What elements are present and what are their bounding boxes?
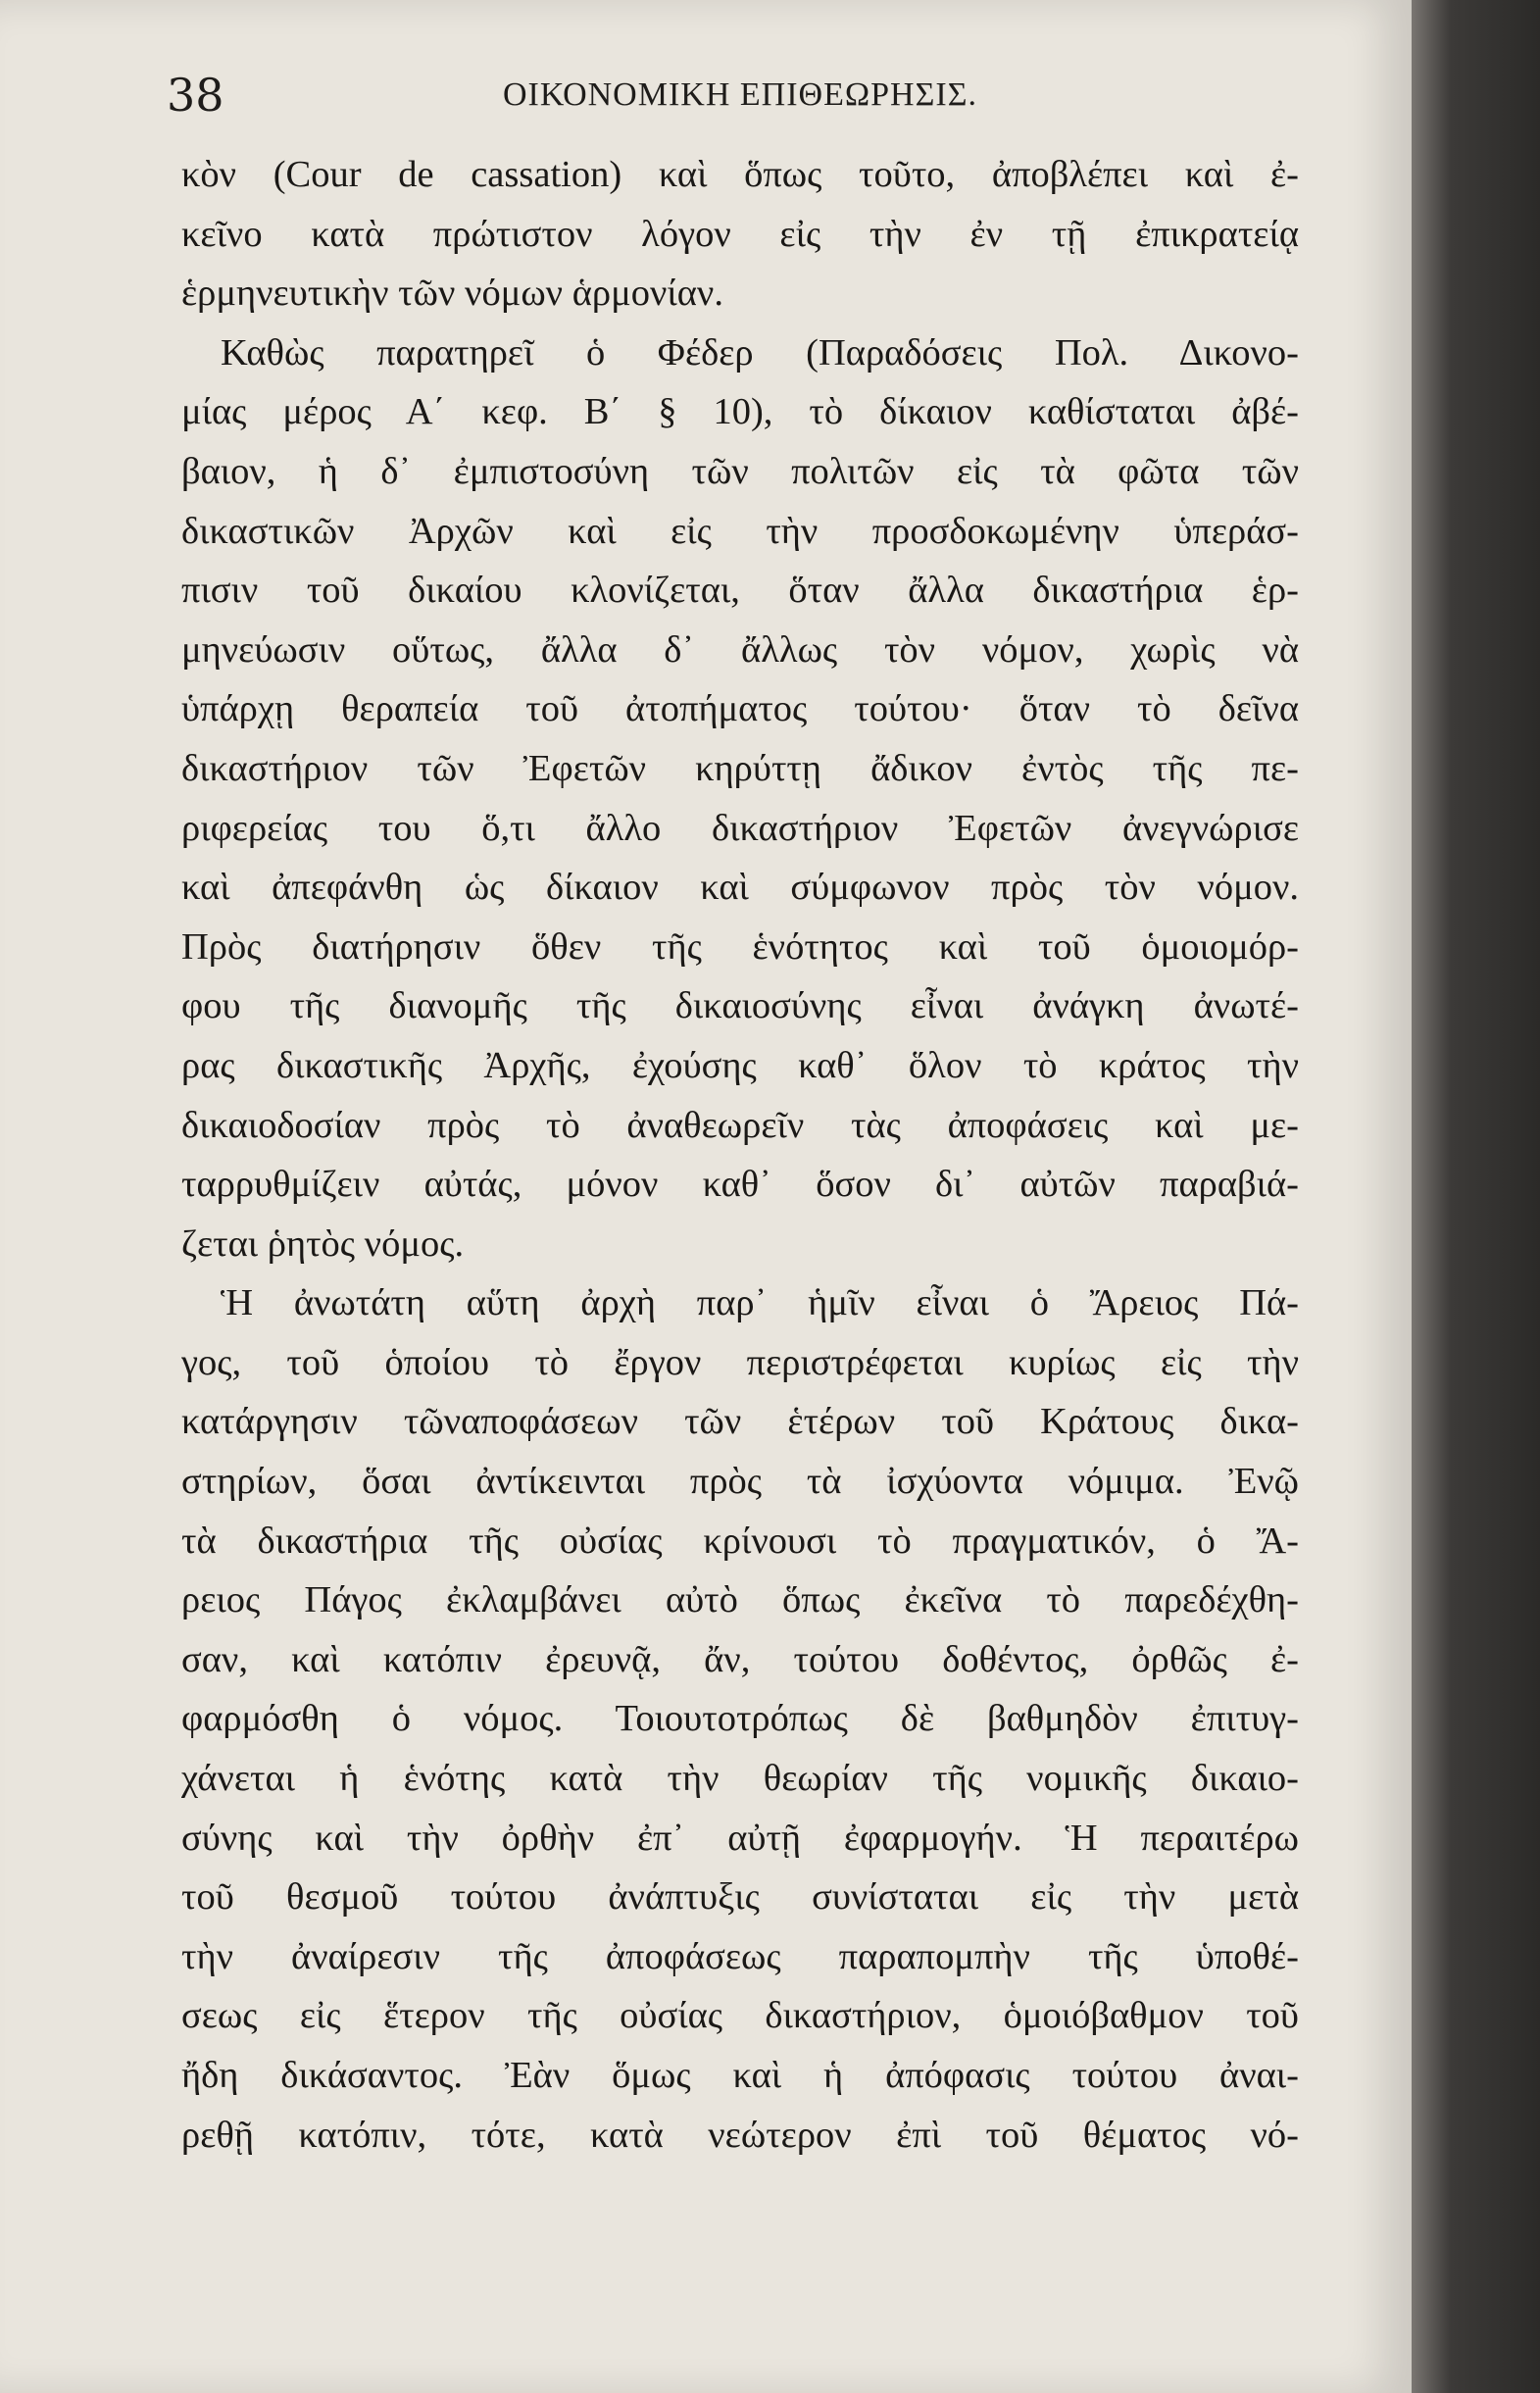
text-line: ἤδη δικάσαντος. Ἐὰν ὅμως καὶ ἡ ἀπόφασις τούτου ἀναι- bbox=[181, 2055, 1299, 2096]
text-line: Ἡ ἀνωτάτη αὕτη ἀρχὴ παρ᾽ ἡμῖν εἶναι ὁ Ἄρειος Πά- bbox=[221, 1282, 1299, 1324]
text-line: Πρὸς διατήρησιν ὅθεν τῆς ἑνότητος καὶ τοῦ ὁμοιομόρ- bbox=[181, 925, 1299, 968]
text-line: δικαιοδοσίαν πρὸς τὸ ἀναθεωρεῖν τὰς ἀποφάσεις καὶ με- bbox=[181, 1104, 1299, 1146]
text-line: τὴν ἀναίρεσιν τῆς ἀποφάσεως παραπομπὴν τῆς ὑποθέ- bbox=[181, 1935, 1299, 1977]
text-line: μίας μέρος Α΄ κεφ. Β΄ § 10), τὸ δίκαιον καθίσταται ἀβέ- bbox=[181, 391, 1299, 433]
body-text bbox=[181, 145, 1299, 2165]
text-line: δικαστικῶν Ἀρχῶν καὶ εἰς τὴν προσδοκωμένην ὑπεράσ- bbox=[181, 510, 1299, 552]
text-line: ζεται ῥητὸς νόμος. bbox=[181, 1222, 465, 1265]
page-edge-shadow bbox=[1412, 0, 1540, 2393]
page-header bbox=[167, 69, 1314, 127]
text-line: φου τῆς διανομῆς τῆς δικαιοσύνης εἶναι ἀνάγκη ἀνωτέ- bbox=[181, 985, 1299, 1027]
text-line: κεῖνο κατὰ πρώτιστον λόγον εἰς τὴν ἐν τῇ ἐπικρατείᾳ bbox=[181, 213, 1299, 255]
text-line: κὸν (Cour de cassation) καὶ ὅπως τοῦτο, ἀποβλέπει καὶ ἐ- bbox=[181, 154, 1299, 195]
running-head: ΟΙΚΟΝΟΜΙΚΗ ΕΠΙΘΕΩΡΗΣΙΣ. bbox=[502, 76, 977, 113]
text-line: δικαστήριον τῶν Ἐφετῶν κηρύττῃ ἄδικον ἐντὸς τῆς πε- bbox=[181, 747, 1299, 789]
text-line: σύνης καὶ τὴν ὀρθὴν ἐπ᾽ αὐτῇ ἐφαρμογήν. Ἡ περαιτέρω bbox=[181, 1817, 1299, 1859]
text-line: ρας δικαστικῆς Ἀρχῆς, ἐχούσης καθ᾽ ὅλον τὸ κράτος τὴν bbox=[181, 1044, 1299, 1086]
text-line: σεως εἰς ἕτερον τῆς οὐσίας δικαστήριον, ὁμοιόβαθμον τοῦ bbox=[181, 1995, 1299, 2037]
text-line: Καθὼς παρατηρεῖ ὁ Φέδερ (Παραδόσεις Πολ. Δικονο- bbox=[221, 331, 1299, 374]
text-line: χάνεται ἡ ἑνότης κατὰ τὴν θεωρίαν τῆς νομικῆς δικαιο- bbox=[181, 1758, 1299, 1800]
page-number: 38 bbox=[167, 69, 224, 122]
text-line: ἑρμηνευτικὴν τῶν νόμων ἁρμονίαν. bbox=[181, 273, 723, 315]
text-line: στηρίων, ὅσαι ἀντίκεινται πρὸς τὰ ἰσχύοντα νόμιμα. Ἐνῷ bbox=[181, 1461, 1299, 1503]
text-line: ταρρυθμίζειν αὐτάς, μόνον καθ᾽ ὅσον δι᾽ αὐτῶν παραβιά- bbox=[181, 1164, 1299, 1206]
text-line: τοῦ θεσμοῦ τούτου ἀνάπτυξις συνίσταται εἰς τὴν μετὰ bbox=[181, 1876, 1299, 1919]
text-line: φαρμόσθη ὁ νόμος. Τοιουτοτρόπως δὲ βαθμηδὸν ἐπιτυγ- bbox=[181, 1698, 1299, 1740]
text-line: σαν, καὶ κατόπιν ἐρευνᾷ, ἄν, τούτου δοθέντος, ὀρθῶς ἐ- bbox=[181, 1638, 1299, 1680]
text-line: ριφερείας του ὅ,τι ἄλλο δικαστήριον Ἐφετῶν ἀνεγνώρισε bbox=[181, 807, 1299, 849]
text-line: μηνεύωσιν οὕτως, ἄλλα δ᾽ ἄλλως τὸν νόμον, χωρὶς νὰ bbox=[181, 628, 1299, 671]
text-line: βαιον, ἡ δ᾽ ἐμπιστοσύνη τῶν πολιτῶν εἰς τὰ φῶτα τῶν bbox=[181, 450, 1299, 492]
text-line: πισιν τοῦ δικαίου κλονίζεται, ὅταν ἄλλα δικαστήρια ἑρ- bbox=[181, 570, 1299, 612]
text-line: τὰ δικαστήρια τῆς οὐσίας κρίνουσι τὸ πραγματικόν, ὁ Ἄ- bbox=[181, 1520, 1299, 1562]
text-line: ρεθῇ κατόπιν, τότε, κατὰ νεώτερον ἐπὶ τοῦ θέματος νό- bbox=[181, 2114, 1299, 2156]
text-line: ρειος Πάγος ἐκλαμβάνει αὐτὸ ὅπως ἐκεῖνα τὸ παρεδέχθη- bbox=[181, 1579, 1299, 1621]
text-line: κατάργησιν τῶναποφάσεων τῶν ἑτέρων τοῦ Κράτους δικα- bbox=[181, 1401, 1299, 1443]
text-line: γος, τοῦ ὁποίου τὸ ἔργον περιστρέφεται κυρίως εἰς τὴν bbox=[181, 1341, 1299, 1383]
text-line: ὑπάρχῃ θεραπεία τοῦ ἀτοπήματος τούτου· ὅταν τὸ δεῖνα bbox=[181, 688, 1299, 730]
text-line: καὶ ἀπεφάνθη ὡς δίκαιον καὶ σύμφωνον πρὸς τὸν νόμον. bbox=[181, 867, 1299, 909]
